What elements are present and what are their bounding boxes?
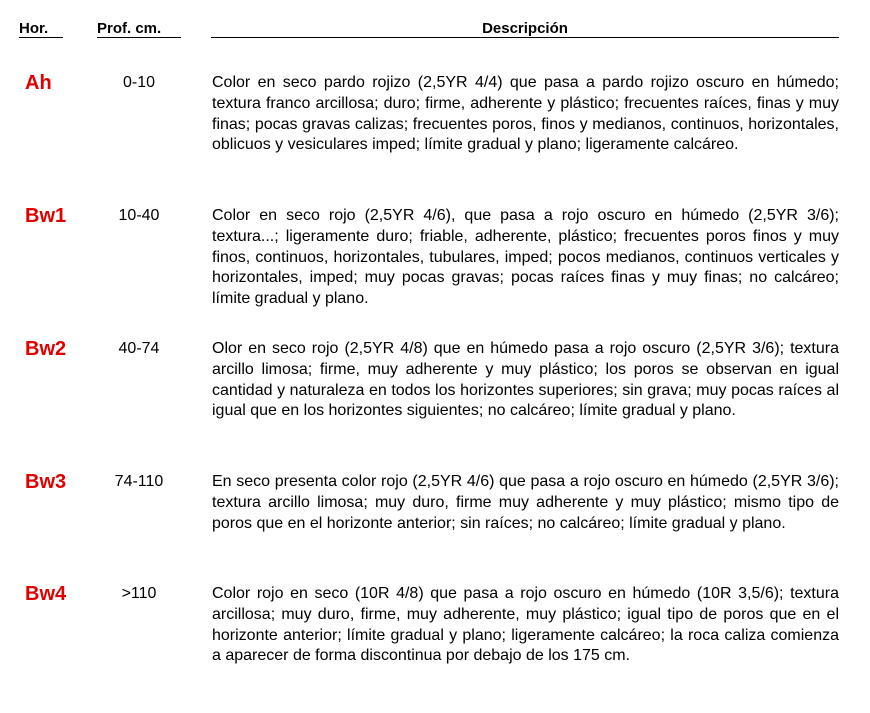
depth-value: 0-10	[122, 74, 156, 91]
horizon-description: Color en seco pardo rojizo (2,5YR 4/4) que pasa a pardo rojizo oscuro en húmedo; textura franco arcillosa; duro; firme, adherente y plástico; frecuentes raíces, finas y muy finas; pocas gravas calizas; frecuentes poros, finos y medianos, continuos, horizontales, oblicuos y vesiculares imped; límite gradual y plano; ligeramente calcáreo.	[212, 74, 839, 154]
header-description: Descripción	[211, 20, 839, 38]
depth-value: 10-40	[118, 207, 160, 224]
depth-value: 74-110	[114, 473, 164, 490]
header-prof: Prof. cm.	[97, 20, 181, 38]
horizon-label: Bw1	[25, 205, 67, 227]
header-hor: Hor.	[19, 20, 63, 38]
horizon-description: Olor en seco rojo (2,5YR 4/8) que en húmedo pasa a rojo oscuro (2,5YR 3/6); textura arcillo limosa; firme, muy adherente y muy plástico; los poros se observan en igual cantidad y naturaleza en todos los horizontes superiores; sin grava; muy pocas raíces al igual que en los horizontes siguientes; no calcáreo; límite gradual y plano.	[212, 340, 839, 420]
depth-value: >110	[121, 585, 157, 602]
horizon-label: Ah	[25, 72, 52, 94]
horizon-label: Bw2	[25, 338, 67, 360]
horizon-label: Bw4	[25, 583, 67, 605]
horizon-description: En seco presenta color rojo (2,5YR 4/6) que pasa a rojo oscuro en húmedo (2,5YR 3/6); textura arcillo limosa; muy duro, firme muy adherente y muy plástico; mismo tipo de poros que en el horizonte anterior; sin raíces; no calcáreo; límite gradual y plano.	[212, 473, 839, 532]
depth-value: 40-74	[118, 340, 160, 357]
horizon-description: Color en seco rojo (2,5YR 4/6), que pasa a rojo oscuro en húmedo (2,5YR 3/6); textura...; ligeramente duro; friable, adherente, plástico; frecuentes poros finos y muy finos, continuos, horizontales, tubulares, imped; pocos medianos, continuos verticales y horizontales, imped; muy pocas gravas; pocas raíces finas y muy finas; no calcáreo; límite gradual y plano.	[212, 207, 839, 308]
horizon-description: Color rojo en seco (10R 4/8) que pasa a rojo oscuro en húmedo (10R 3,5/6); textura arcillosa; muy duro, firme, muy adherente, muy plástico; igual tipo de poros que en el horizonte anterior; límite gradual y plano; ligeramente calcáreo; la roca caliza comienza a aparecer de forma discontinua por debajo de los 175 cm.	[212, 585, 839, 665]
horizon-label: Bw3	[25, 471, 67, 493]
